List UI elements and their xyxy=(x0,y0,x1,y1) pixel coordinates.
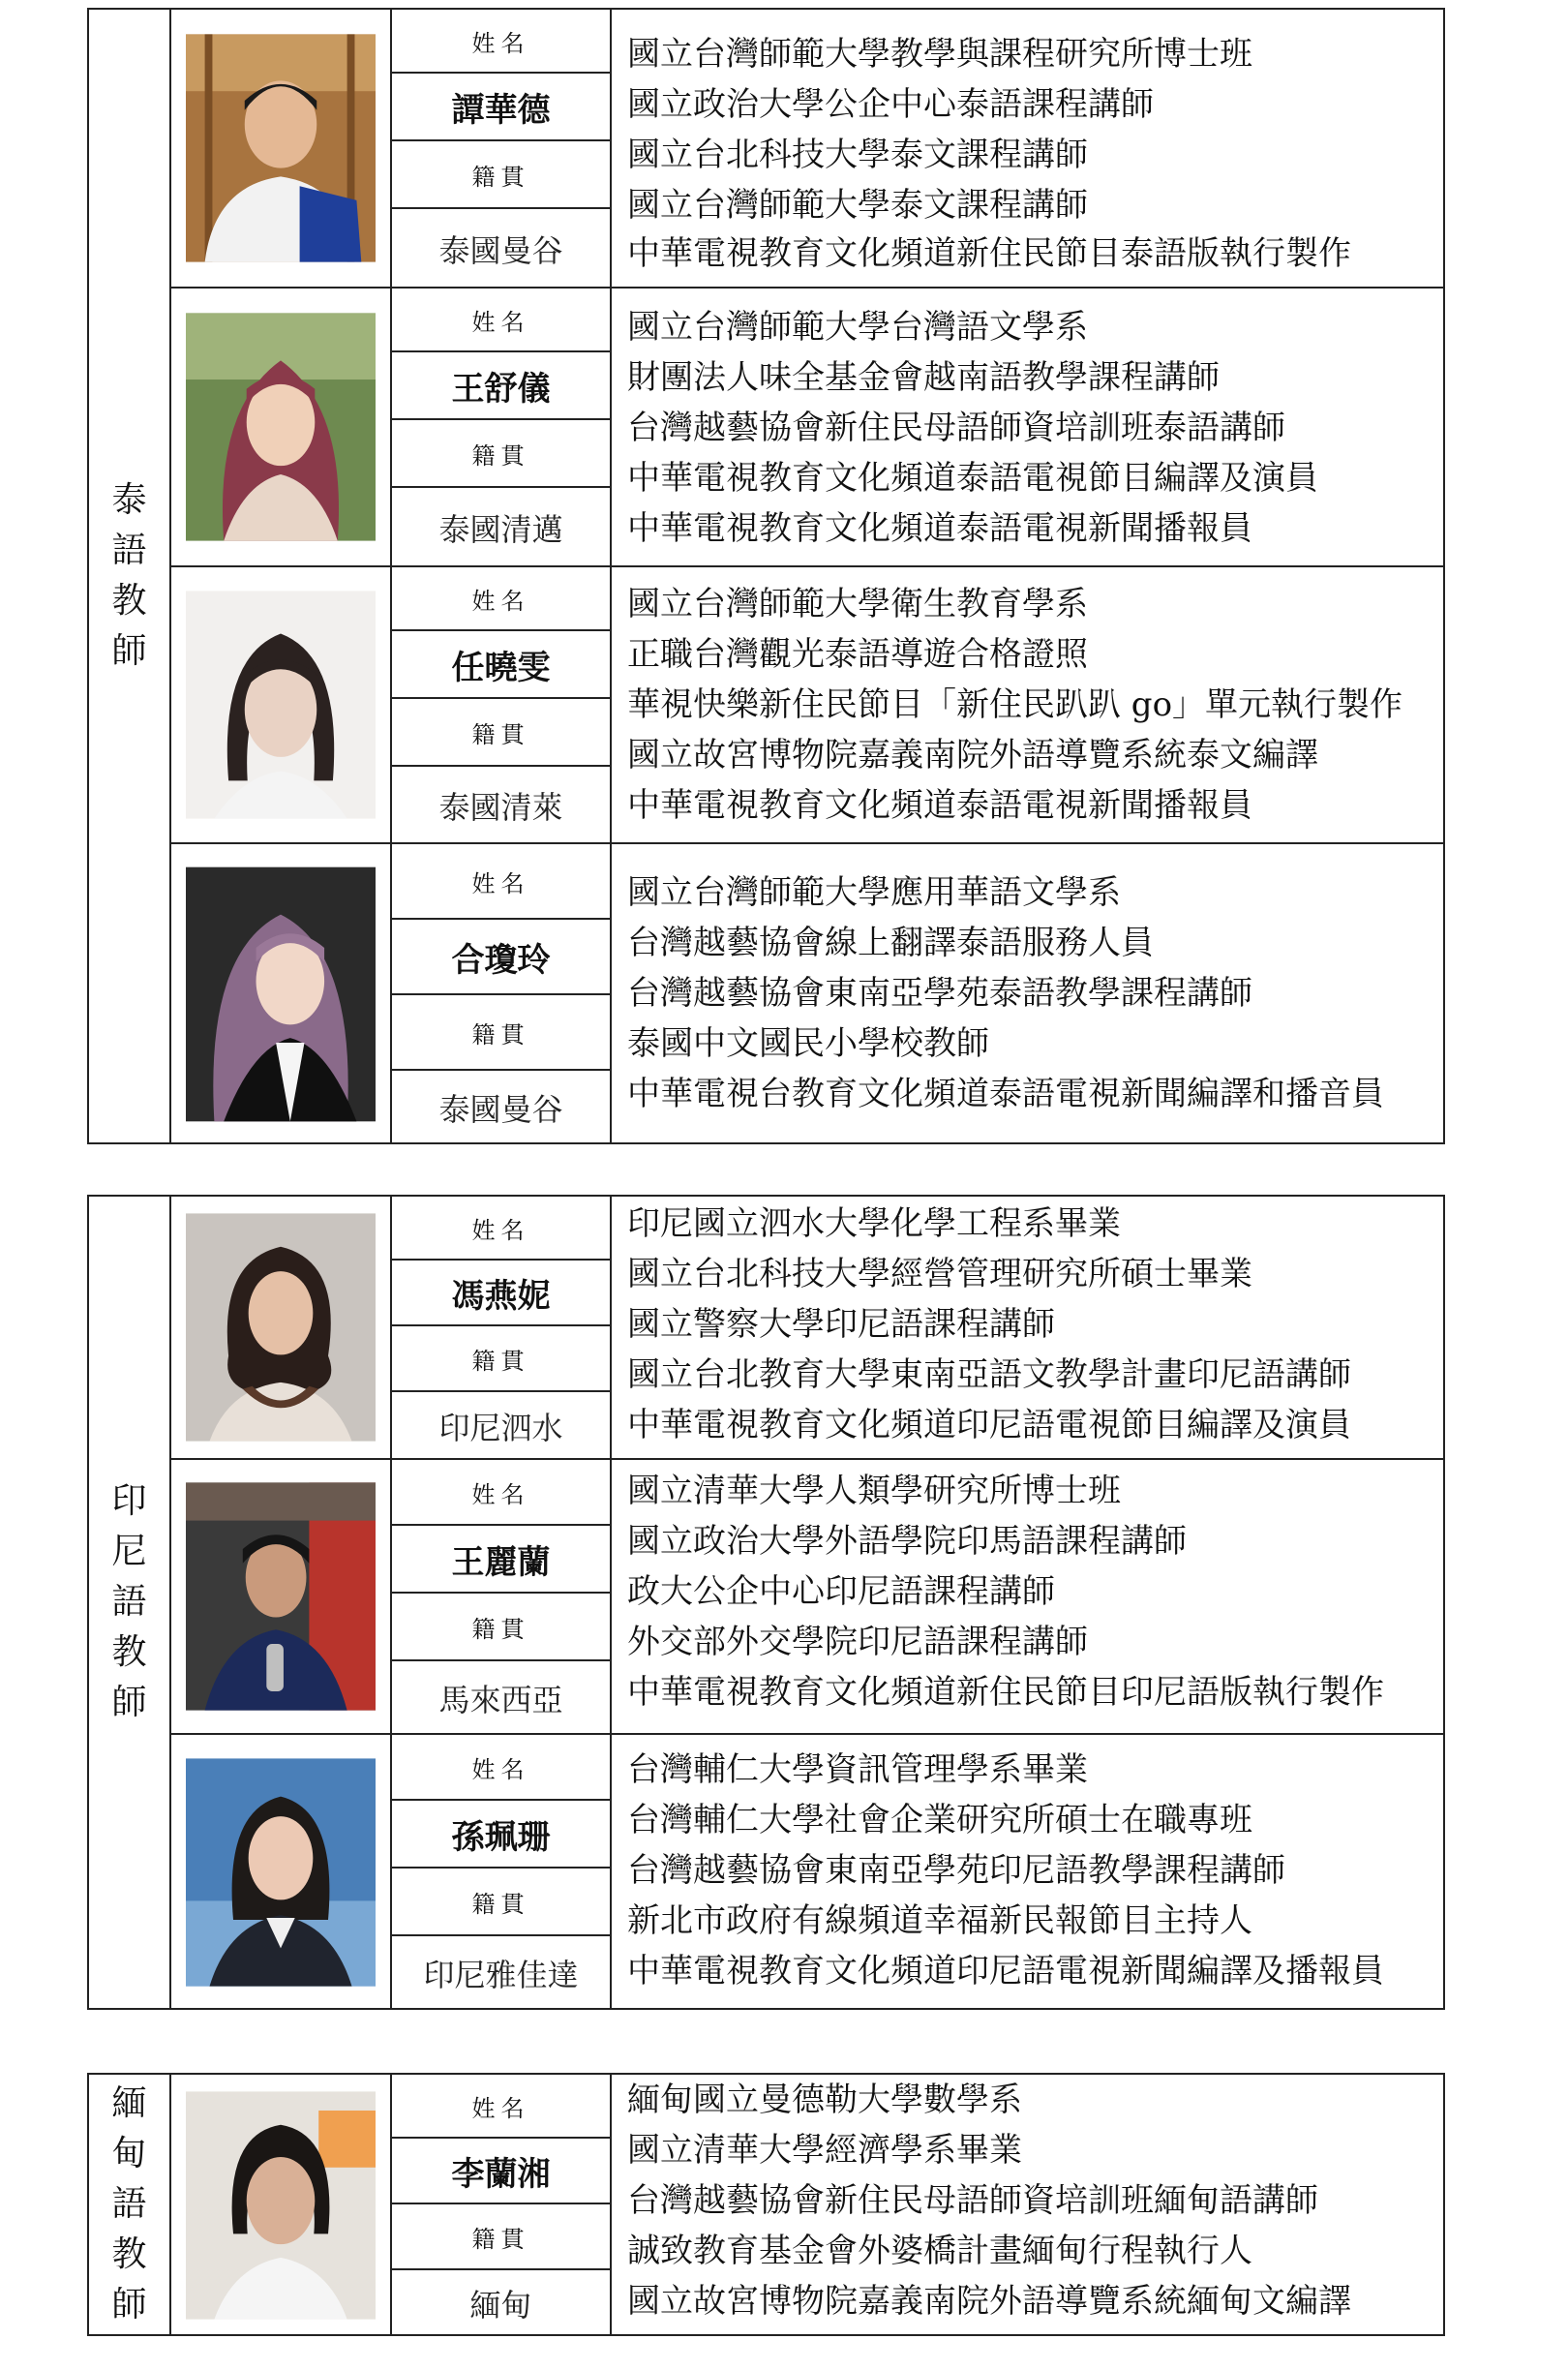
credential-line: 中華電視教育文化頻道泰語電視新聞播報員 xyxy=(627,509,1252,548)
portrait-female-icon xyxy=(186,865,376,1124)
name-label: 姓名 xyxy=(471,587,530,615)
credential-line: 台灣輔仁大學資訊管理學系畢業 xyxy=(627,1750,1088,1789)
credential-line: 中華電視教育文化頻道新住民節目泰語版執行製作 xyxy=(627,234,1351,273)
teacher-origin: 印尼泗水 xyxy=(438,1410,563,1446)
credential-line: 國立清華大學人類學研究所博士班 xyxy=(627,1472,1121,1510)
teacher-origin: 緬甸 xyxy=(469,2287,532,2324)
credential-line: 誠致教育基金會外婆橋計畫緬甸行程執行人 xyxy=(627,2232,1252,2270)
name-label: 姓名 xyxy=(471,308,530,336)
teacher-photo xyxy=(171,289,392,565)
credential-line: 台灣越藝協會新住民母語師資培訓班緬甸語講師 xyxy=(627,2181,1318,2220)
thai-teachers-table xyxy=(87,8,1445,1144)
teacher-name: 合瓊玲 xyxy=(451,940,551,980)
name-label: 姓名 xyxy=(471,1755,530,1783)
teacher-photo xyxy=(171,844,392,1144)
teacher-row xyxy=(171,2075,1443,2336)
credential-line: 財團法人味全基金會越南語教學課程講師 xyxy=(627,358,1220,397)
teacher-credentials xyxy=(612,844,1443,1144)
teacher-credentials xyxy=(612,2075,1443,2336)
teacher-photo xyxy=(171,1735,392,2010)
origin-label: 籍貫 xyxy=(471,441,530,470)
credential-line: 國立台北科技大學經營管理研究所碩士畢業 xyxy=(627,1255,1252,1293)
section-title xyxy=(89,10,171,1142)
teacher-photo xyxy=(171,1460,392,1733)
teacher-name: 孫珮珊 xyxy=(451,1817,551,1857)
credential-line: 中華電視教育文化頻道印尼語電視新聞編譯及播報員 xyxy=(627,1952,1384,1990)
credential-line: 國立台灣師範大學衛生教育學系 xyxy=(627,585,1088,623)
credential-line: 國立清華大學經濟學系畢業 xyxy=(627,2131,1022,2170)
origin-label: 籍貫 xyxy=(471,1890,530,1918)
section-title-char: 教 xyxy=(111,2234,147,2274)
credential-line: 國立台灣師範大學台灣語文學系 xyxy=(627,308,1088,347)
teacher-row xyxy=(171,1460,1443,1735)
credential-line: 中華電視教育文化頻道新住民節目印尼語版執行製作 xyxy=(627,1673,1384,1712)
credential-line: 國立警察大學印尼語課程講師 xyxy=(627,1305,1055,1344)
credential-line: 國立台灣師範大學泰文課程講師 xyxy=(627,186,1088,225)
credential-line: 台灣越藝協會新住民母語師資培訓班泰語講師 xyxy=(627,409,1285,447)
section-title xyxy=(89,2075,171,2334)
credential-line: 新北市政府有線頻道幸福新民報節目主持人 xyxy=(627,1901,1252,1940)
section-title-char: 尼 xyxy=(111,1532,147,1571)
portrait-female-icon xyxy=(186,2089,376,2322)
teacher-photo xyxy=(171,2075,392,2336)
section-title-char: 語 xyxy=(111,1582,147,1622)
teacher-row xyxy=(171,1197,1443,1460)
section-title-char: 教 xyxy=(111,1632,147,1672)
teacher-row xyxy=(171,10,1443,289)
burmese-teachers-table xyxy=(87,2073,1445,2336)
teacher-photo xyxy=(171,567,392,842)
teacher-name: 王麗蘭 xyxy=(451,1542,551,1582)
teacher-credentials xyxy=(612,567,1443,842)
teacher-credentials xyxy=(612,1460,1443,1733)
credential-line: 台灣越藝協會線上翻譯泰語服務人員 xyxy=(627,924,1154,962)
section-title-char: 語 xyxy=(111,2184,147,2224)
section-title xyxy=(89,1197,171,2008)
section-title-char: 師 xyxy=(111,2285,147,2324)
credential-line: 台灣輔仁大學社會企業研究所碩士在職專班 xyxy=(627,1801,1252,1839)
teacher-row xyxy=(171,844,1443,1144)
credential-line: 中華電視台教育文化頻道泰語電視新聞編譯和播音員 xyxy=(627,1075,1384,1113)
credential-line: 國立政治大學公企中心泰語課程講師 xyxy=(627,85,1154,124)
section-title-char: 泰 xyxy=(111,480,147,520)
credential-line: 國立台北教育大學東南亞語文教學計畫印尼語講師 xyxy=(627,1355,1351,1394)
portrait-female-icon xyxy=(186,1480,376,1713)
portrait-female-icon xyxy=(186,589,376,821)
teacher-name: 馮燕妮 xyxy=(451,1276,551,1316)
credential-line: 華視快樂新住民節目「新住民趴趴 go」單元執行製作 xyxy=(627,685,1403,724)
credential-line: 中華電視教育文化頻道印尼語電視節目編譯及演員 xyxy=(627,1406,1351,1444)
teacher-row xyxy=(171,567,1443,844)
portrait-female-icon xyxy=(186,1211,376,1443)
credential-line: 國立台灣師範大學應用華語文學系 xyxy=(627,873,1121,912)
credential-line: 中華電視教育文化頻道泰語電視節目編譯及演員 xyxy=(627,459,1318,498)
origin-label: 籍貫 xyxy=(471,1615,530,1643)
teacher-row xyxy=(171,289,1443,567)
origin-label: 籍貫 xyxy=(471,2225,530,2253)
section-title-char: 師 xyxy=(111,631,147,671)
teacher-origin: 馬來西亞 xyxy=(438,1682,563,1718)
teacher-credentials xyxy=(612,1735,1443,2010)
credential-line: 國立台灣師範大學教學與課程研究所博士班 xyxy=(627,35,1252,74)
name-label: 姓名 xyxy=(471,869,530,897)
portrait-male-icon xyxy=(186,32,376,264)
credential-line: 政大公企中心印尼語課程講師 xyxy=(627,1572,1055,1611)
teacher-name: 王舒儀 xyxy=(451,369,551,409)
credential-line: 正職台灣觀光泰語導遊合格證照 xyxy=(627,635,1088,674)
credential-line: 泰國中文國民小學校教師 xyxy=(627,1024,989,1063)
teacher-name: 譚華德 xyxy=(451,90,551,130)
teacher-photo xyxy=(171,10,392,287)
section-title-char: 語 xyxy=(111,531,147,570)
teacher-credentials xyxy=(612,10,1443,287)
teacher-photo xyxy=(171,1197,392,1458)
credential-line: 國立故宮博物院嘉義南院外語導覽系統泰文編譯 xyxy=(627,736,1318,775)
credential-line: 國立政治大學外語學院印馬語課程講師 xyxy=(627,1522,1187,1561)
section-title-char: 印 xyxy=(111,1481,147,1521)
credential-line: 外交部外交學院印尼語課程講師 xyxy=(627,1623,1088,1661)
teacher-credentials xyxy=(612,289,1443,565)
name-label: 姓名 xyxy=(471,1216,530,1244)
teacher-credentials xyxy=(612,1197,1443,1458)
teacher-name: 任曉雯 xyxy=(451,648,551,687)
name-label: 姓名 xyxy=(471,29,530,57)
portrait-female-icon xyxy=(186,311,376,543)
origin-label: 籍貫 xyxy=(471,1020,530,1048)
name-label: 姓名 xyxy=(471,1480,530,1508)
origin-label: 籍貫 xyxy=(471,163,530,191)
credential-line: 印尼國立泗水大學化學工程系畢業 xyxy=(627,1204,1121,1243)
origin-label: 籍貫 xyxy=(471,1347,530,1375)
credential-line: 中華電視教育文化頻道泰語電視新聞播報員 xyxy=(627,786,1252,825)
credential-line: 緬甸國立曼德勒大學數學系 xyxy=(627,2081,1022,2119)
teacher-origin: 印尼雅佳達 xyxy=(423,1957,579,1993)
teacher-origin: 泰國曼谷 xyxy=(438,1091,563,1128)
teacher-origin: 泰國曼谷 xyxy=(438,232,563,269)
teacher-row xyxy=(171,1735,1443,2010)
section-title-char: 教 xyxy=(111,581,147,621)
indonesian-teachers-table xyxy=(87,1195,1445,2010)
credential-line: 國立故宮博物院嘉義南院外語導覽系統緬甸文編譯 xyxy=(627,2282,1351,2321)
teacher-name: 李蘭湘 xyxy=(451,2154,551,2194)
teacher-origin: 泰國清邁 xyxy=(438,511,563,548)
teacher-origin: 泰國清萊 xyxy=(438,789,563,826)
section-title-char: 緬 xyxy=(111,2083,147,2123)
credential-line: 國立台北科技大學泰文課程講師 xyxy=(627,136,1088,174)
origin-label: 籍貫 xyxy=(471,720,530,748)
section-title-char: 甸 xyxy=(111,2134,147,2173)
section-title-char: 師 xyxy=(111,1683,147,1722)
credential-line: 台灣越藝協會東南亞學苑泰語教學課程講師 xyxy=(627,974,1252,1013)
credential-line: 台灣越藝協會東南亞學苑印尼語教學課程講師 xyxy=(627,1851,1285,1890)
portrait-female-icon xyxy=(186,1756,376,1989)
name-label: 姓名 xyxy=(471,2094,530,2122)
